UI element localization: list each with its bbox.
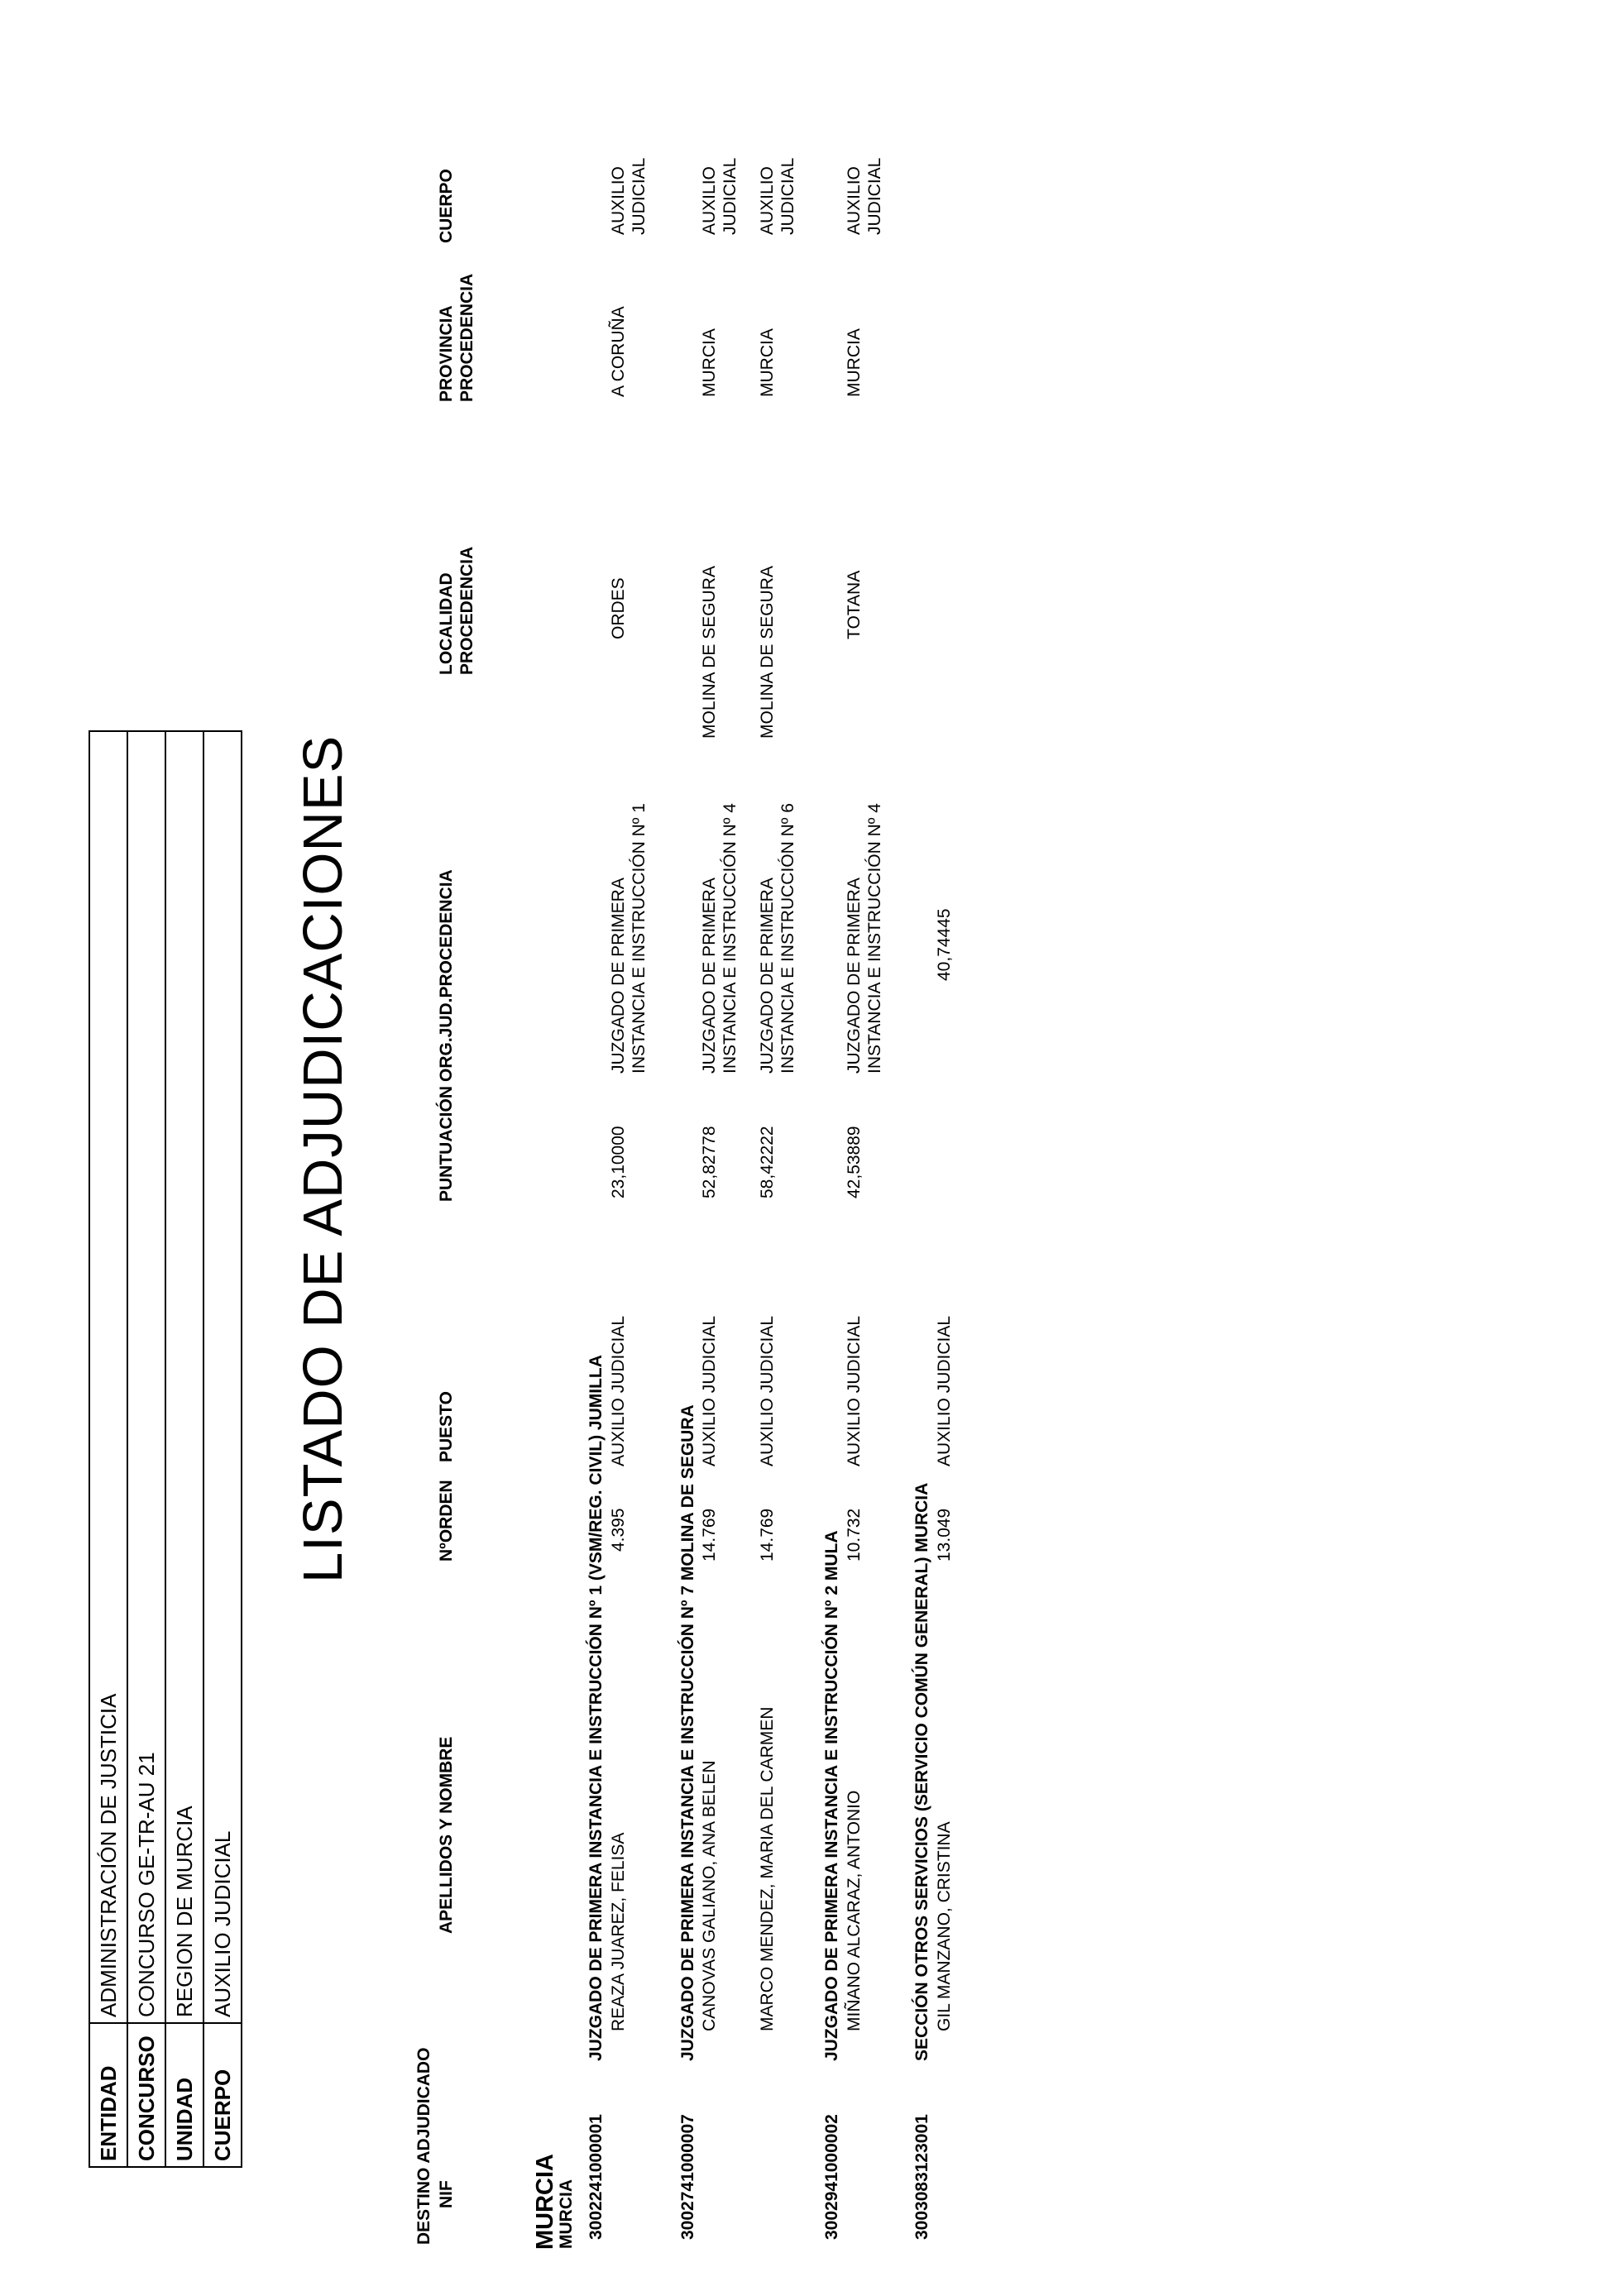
row-org-jud-line1: JUZGADO DE PRIMERA bbox=[609, 878, 628, 1074]
section-code: 3003083123001 bbox=[912, 2114, 931, 2240]
row-cuerpo-line2: JUDICIAL bbox=[778, 157, 797, 235]
row-cuerpo bbox=[844, 158, 885, 235]
page-title: LISTADO DE ADJUDICACIONES bbox=[292, 734, 354, 1583]
header-provincia-line2: PROCEDENCIA bbox=[457, 273, 476, 402]
row-org-jud-line2: INSTANCIA E INSTRUCCIÓN Nº 1 bbox=[630, 803, 649, 1074]
header-nif: NIF bbox=[437, 2180, 456, 2208]
row-cuerpo bbox=[608, 158, 649, 235]
section-name: JUZGADO DE PRIMERA INSTANCIA E INSTRUCCIÓN Nº 7 MOLINA DE SEGURA bbox=[678, 1404, 697, 2061]
info-table bbox=[89, 730, 242, 2168]
section-name: JUZGADO DE PRIMERA INSTANCIA E INSTRUCCIÓN Nº 2 MULA bbox=[822, 1530, 841, 2061]
row-org-jud-line1: JUZGADO DE PRIMERA bbox=[845, 878, 864, 1074]
row-cuerpo-line2: JUDICIAL bbox=[721, 157, 740, 235]
row-nombre: CANOVAS GALIANO, ANA BELEN bbox=[700, 1760, 719, 2031]
header-org-jud: ORG.JUD.PROCEDENCIA bbox=[437, 869, 456, 1082]
row-cuerpo-line1: AUXILIO bbox=[845, 166, 864, 235]
row-org-jud-line2: INSTANCIA E INSTRUCCIÓN Nº 6 bbox=[778, 803, 797, 1074]
info-row-concurso bbox=[127, 731, 165, 2167]
section-name: SECCIÓN OTROS SERVICIOS (SERVICIO COMÚN GENERAL) MURCIA bbox=[912, 1482, 931, 2061]
section-code: 3002941000002 bbox=[822, 2114, 841, 2240]
row-nombre: GIL MANZANO, CRISTINA bbox=[935, 1821, 954, 2031]
row-orden: 4.395 bbox=[609, 1508, 628, 1552]
info-value: ADMINISTRACIÓN DE JUSTICIA bbox=[89, 731, 127, 2023]
row-localidad: ORDES bbox=[609, 577, 628, 639]
row-org-jud bbox=[699, 803, 740, 1074]
header-provincia bbox=[436, 274, 477, 402]
row-localidad: MOLINA DE SEGURA bbox=[758, 566, 777, 739]
row-nombre: REAZA JUAREZ, FELISA bbox=[609, 1832, 628, 2031]
info-row-cuerpo bbox=[203, 731, 242, 2167]
row-org-jud bbox=[757, 803, 798, 1074]
row-cuerpo bbox=[699, 158, 740, 235]
info-key: ENTIDAD bbox=[89, 2023, 127, 2167]
section-code: 3002241000001 bbox=[586, 2114, 606, 2240]
row-puntuacion: 52,82778 bbox=[700, 1126, 719, 1198]
row-org-jud bbox=[844, 803, 885, 1074]
row-puntuacion: 42,53889 bbox=[845, 1126, 864, 1198]
header-localidad-line2: PROCEDENCIA bbox=[457, 546, 476, 675]
header-localidad-line1: LOCALIDAD bbox=[437, 572, 456, 675]
subregion-label: MURCIA bbox=[557, 2179, 576, 2249]
row-puesto: AUXILIO JUDICIAL bbox=[935, 1315, 954, 1466]
info-value: REGION DE MURCIA bbox=[165, 731, 203, 2023]
row-puesto: AUXILIO JUDICIAL bbox=[609, 1315, 628, 1466]
row-puesto: AUXILIO JUDICIAL bbox=[758, 1315, 777, 1466]
row-orden: 10.732 bbox=[845, 1508, 864, 1562]
row-org-jud-line1: JUZGADO DE PRIMERA bbox=[700, 878, 719, 1074]
row-cuerpo-line1: AUXILIO bbox=[700, 166, 719, 235]
row-orden: 14.769 bbox=[758, 1508, 777, 1562]
row-cuerpo bbox=[757, 158, 798, 235]
row-cuerpo-line1: AUXILIO bbox=[609, 166, 628, 235]
row-puntuacion: 40,74445 bbox=[935, 908, 954, 981]
header-puesto: PUESTO bbox=[437, 1391, 456, 1462]
row-cuerpo-line2: JUDICIAL bbox=[630, 157, 649, 235]
header-localidad bbox=[436, 547, 477, 675]
info-row-entidad bbox=[89, 731, 127, 2167]
row-provincia: MURCIA bbox=[700, 328, 719, 397]
row-cuerpo-line2: JUDICIAL bbox=[865, 157, 884, 235]
header-cuerpo: CUERPO bbox=[437, 169, 456, 243]
header-destino: DESTINO ADJUDICADO bbox=[414, 2047, 433, 2245]
row-cuerpo-line1: AUXILIO bbox=[758, 166, 777, 235]
row-localidad: TOTANA bbox=[845, 570, 864, 639]
header-provincia-line1: PROVINCIA bbox=[437, 305, 456, 402]
header-nombre: APELLIDOS Y NOMBRE bbox=[437, 1736, 456, 1934]
row-org-jud-line1: JUZGADO DE PRIMERA bbox=[758, 878, 777, 1074]
row-provincia: MURCIA bbox=[845, 328, 864, 397]
row-orden: 13.049 bbox=[935, 1508, 954, 1562]
info-key: CUERPO bbox=[203, 2023, 242, 2167]
row-puntuacion: 58,42222 bbox=[758, 1126, 777, 1198]
row-puesto: AUXILIO JUDICIAL bbox=[845, 1315, 864, 1466]
row-puntuacion: 23,10000 bbox=[609, 1126, 628, 1198]
row-puesto: AUXILIO JUDICIAL bbox=[700, 1315, 719, 1466]
header-orden: NºORDEN bbox=[437, 1480, 456, 1562]
info-key: CONCURSO bbox=[127, 2023, 165, 2167]
info-row-unidad bbox=[165, 731, 203, 2167]
info-value: CONCURSO GE-TR-AU 21 bbox=[127, 731, 165, 2023]
row-provincia: MURCIA bbox=[758, 328, 777, 397]
section-code: 3002741000007 bbox=[678, 2114, 697, 2240]
section-name: JUZGADO DE PRIMERA INSTANCIA E INSTRUCCIÓN Nº 1 (VSM/REG. CIVIL) JUMILLA bbox=[586, 1355, 606, 2061]
row-localidad: MOLINA DE SEGURA bbox=[700, 566, 719, 739]
info-value: AUXILIO JUDICIAL bbox=[203, 731, 242, 2023]
row-nombre: MIÑANO ALCARAZ, ANTONIO bbox=[845, 1790, 864, 2031]
row-org-jud-line2: INSTANCIA E INSTRUCCIÓN Nº 4 bbox=[721, 803, 740, 1074]
row-nombre: MARCO MENDEZ, MARIA DEL CARMEN bbox=[758, 1706, 777, 2031]
row-provincia: A CORUÑA bbox=[609, 306, 628, 397]
row-org-jud-line2: INSTANCIA E INSTRUCCIÓN Nº 4 bbox=[865, 803, 884, 1074]
header-puntuacion: PUNTUACIÓN bbox=[437, 1086, 456, 1202]
row-orden: 14.769 bbox=[700, 1508, 719, 1562]
row-org-jud bbox=[608, 803, 649, 1074]
region-label: MURCIA bbox=[532, 2154, 558, 2250]
info-key: UNIDAD bbox=[165, 2023, 203, 2167]
